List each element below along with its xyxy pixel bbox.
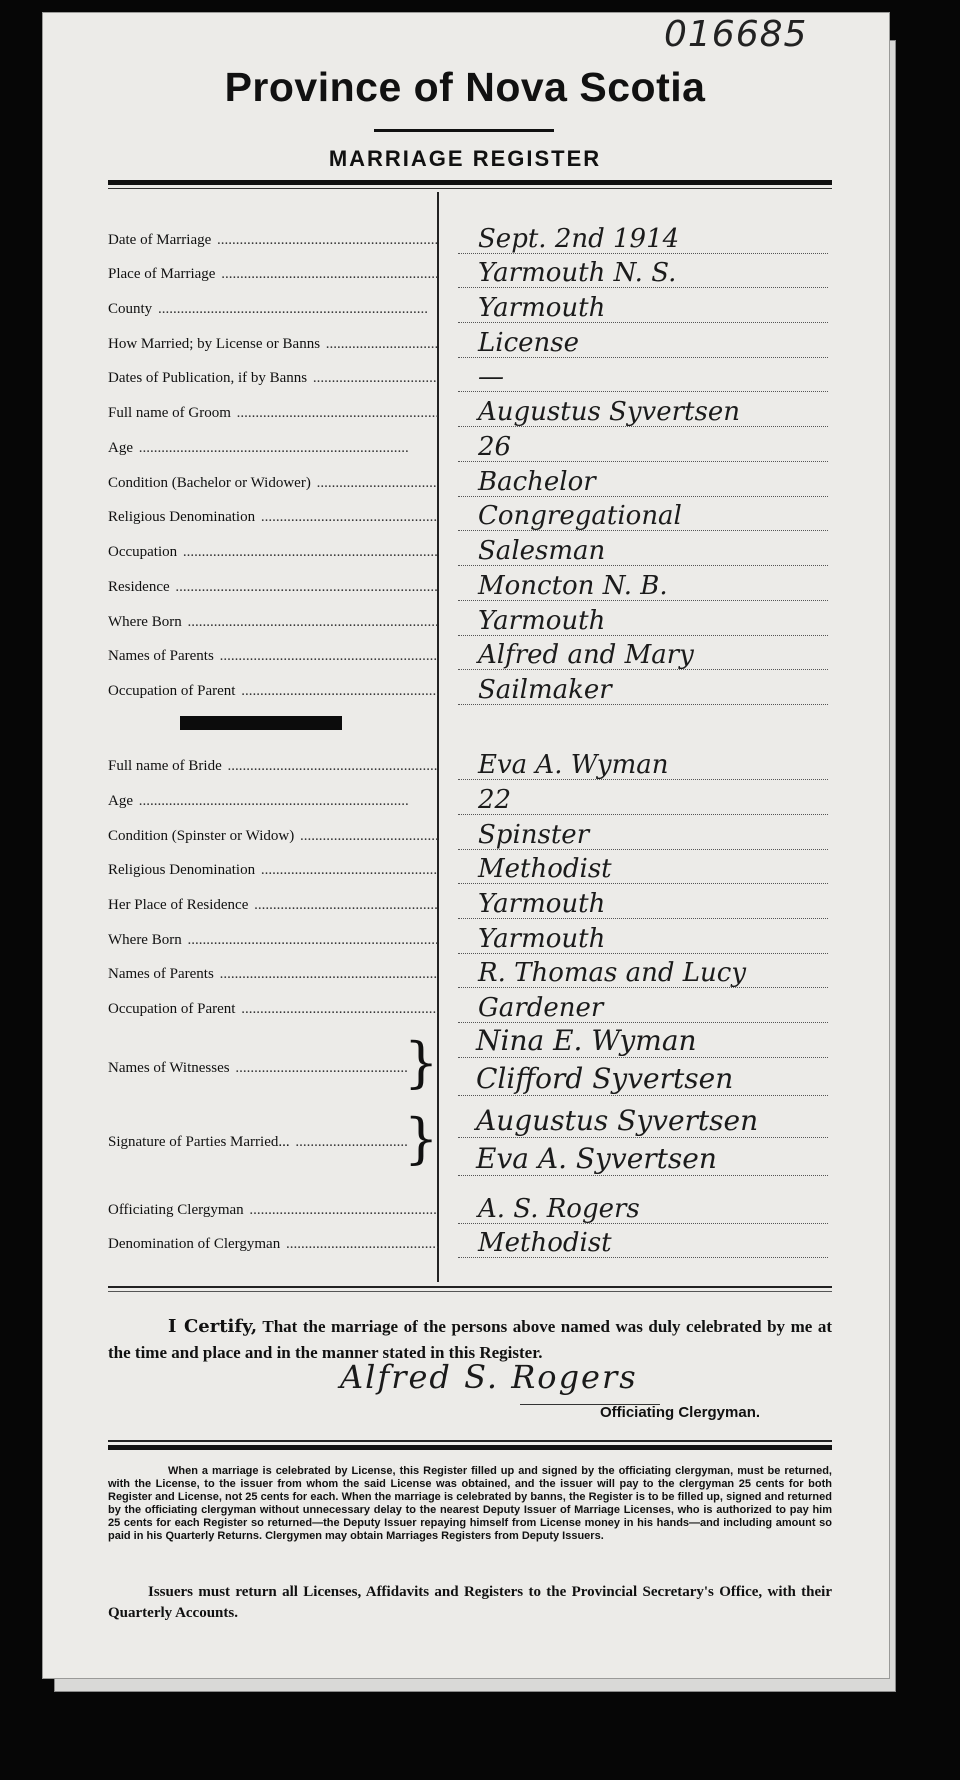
title-rule [374,129,554,132]
signature-caption: Officiating Clergyman. [600,1404,761,1421]
field-value: Moncton N. B. [458,571,828,601]
party-signature: Augustus Syvertsen [458,1104,828,1138]
field-row-date-of-marriage [108,226,832,260]
field-row-officiating-clergyman [108,1196,832,1230]
field-row-bride-age [108,787,832,821]
field-row-county [108,295,832,329]
field-value: Salesman [458,536,828,566]
parties-label: Signature of Parties Married... [108,1134,290,1150]
field-value: Methodist [458,854,828,884]
field-row-groom-condition [108,469,832,503]
field-label: Names of Parents [108,648,214,664]
field-value: Yarmouth N. S. [458,258,828,288]
issuers-notice: Issuers must return all Licenses, Affidavits and Registers to the Provincial Secretary's Office, with their Quarterly Accounts. [108,1584,832,1621]
notice-rule-thick [108,1445,832,1450]
certify-rule-top-thin [108,1291,832,1292]
witness-name: Clifford Syvertsen [458,1062,828,1096]
field-value: Yarmouth [458,293,828,323]
instructions-notice: When a marriage is celebrated by License, this Register filled up and signed by the officiating clergyman, must be returned, with the License, to the issuer from whom the said License was obtained, and the issuer will pay to the clergyman 25 cents for both Register and License, not 25 cents for each. When the marriage is celebrated by banns, the Register is to be filled up, signed and returned by the officiating clergyman without unnecessary delay to the nearest Deputy Issuer of Marriage Licenses, who is authorized to pay him 25 cents for each Register so returned—the Deputy Issuer repaying himself from License money in his hands—and including amount so paid in his Quarterly Returns. Clergymen may obtain Marriages Registers from Deputy Issuers. [108,1465,832,1542]
field-value: A. S. Rogers [458,1194,828,1224]
field-row-bride-name [108,752,832,786]
clergyman-signature: Alfred S. Rogers [340,1358,638,1396]
field-value: Congregational [458,501,828,531]
field-value: Spinster [458,820,828,850]
field-label: Age [108,440,133,456]
certify-text: That the marriage of the persons above named was duly celebrated by me at the time and place and in the manner stated in this Register. [108,1317,832,1362]
document-number: 016685 [664,14,808,55]
field-row-dates-of-publication [108,364,832,398]
party-signature: Eva A. Syvertsen [458,1142,828,1176]
witness-name: Nina E. Wyman [458,1024,828,1058]
field-value: Eva A. Wyman [458,750,828,780]
field-row-bride-condition [108,822,832,856]
field-value: 22 [458,785,828,815]
field-row-bride-residence [108,891,832,925]
parties-brace: } [404,1107,439,1170]
field-row-groom-occupation [108,538,832,572]
field-value: R. Thomas and Lucy [458,958,828,988]
field-value: Sailmaker [458,675,828,705]
field-label: Dates of Publication, if by Banns [108,370,308,386]
field-value: Methodist [458,1228,828,1258]
certify-lead: I Certify, [168,1316,258,1337]
field-row-groom-parents [108,642,832,676]
page-subtitle: MARRIAGE REGISTER [328,146,602,171]
field-row-groom-religion [108,503,832,537]
section-separator-bar [180,716,342,730]
field-label: Religious Denomination [108,862,256,878]
field-value: License [458,328,828,358]
field-value: 26 [458,432,828,462]
field-row-place-of-marriage [108,260,832,294]
witnesses-brace: } [404,1031,439,1094]
field-row-groom-birthplace [108,608,832,642]
field-row-clergy-denomination [108,1230,832,1264]
field-label: Her Place of Residence [108,897,249,913]
field-label: County [108,301,153,317]
field-label: Denomination of Clergyman [108,1236,281,1252]
field-label: Residence [108,579,170,595]
field-row-groom-parent-occupation [108,677,832,711]
header-rule-thick [108,180,832,185]
page-title: Province of Nova Scotia [224,64,706,110]
field-label: Officiating Clergyman [108,1202,244,1218]
field-row-groom-name [108,399,832,433]
field-label: Where Born [108,932,182,948]
field-row-groom-age [108,434,832,468]
field-label: Place of Marriage [108,266,216,282]
certify-rule-top [108,1286,832,1288]
field-row-bride-birthplace [108,926,832,960]
field-value: Bachelor [458,467,828,497]
field-label: Where Born [108,614,182,630]
field-label: Religious Denomination [108,509,256,525]
field-row-groom-residence [108,573,832,607]
field-label: Full name of Groom [108,405,231,421]
field-row-how-married [108,330,832,364]
field-label: Condition (Bachelor or Widower) [108,475,311,491]
witnesses-label: Names of Witnesses [108,1060,230,1076]
field-label: How Married; by License or Banns [108,336,321,352]
field-label: Occupation [108,544,178,560]
field-label: Occupation of Parent [108,683,236,699]
field-row-bride-religion [108,856,832,890]
field-value: Yarmouth [458,606,828,636]
field-value: Sept. 2nd 1914 [458,224,828,254]
header-rule-thin [108,188,832,189]
field-value: — [458,362,828,392]
parties-block [108,1104,832,1184]
field-label: Names of Parents [108,966,214,982]
field-value: Yarmouth [458,924,828,954]
notice-rule-thin [108,1440,832,1442]
field-label: Date of Marriage [108,232,212,248]
field-row-bride-parents [108,960,832,994]
field-value: Gardener [458,993,828,1023]
field-label: Full name of Bride [108,758,222,774]
field-label: Occupation of Parent [108,1001,236,1017]
field-label: Condition (Spinster or Widow) [108,828,295,844]
field-label: Age [108,793,133,809]
field-value: Augustus Syvertsen [458,397,828,427]
field-value: Alfred and Mary [458,640,828,670]
field-value: Yarmouth [458,889,828,919]
witnesses-block [108,1024,832,1104]
